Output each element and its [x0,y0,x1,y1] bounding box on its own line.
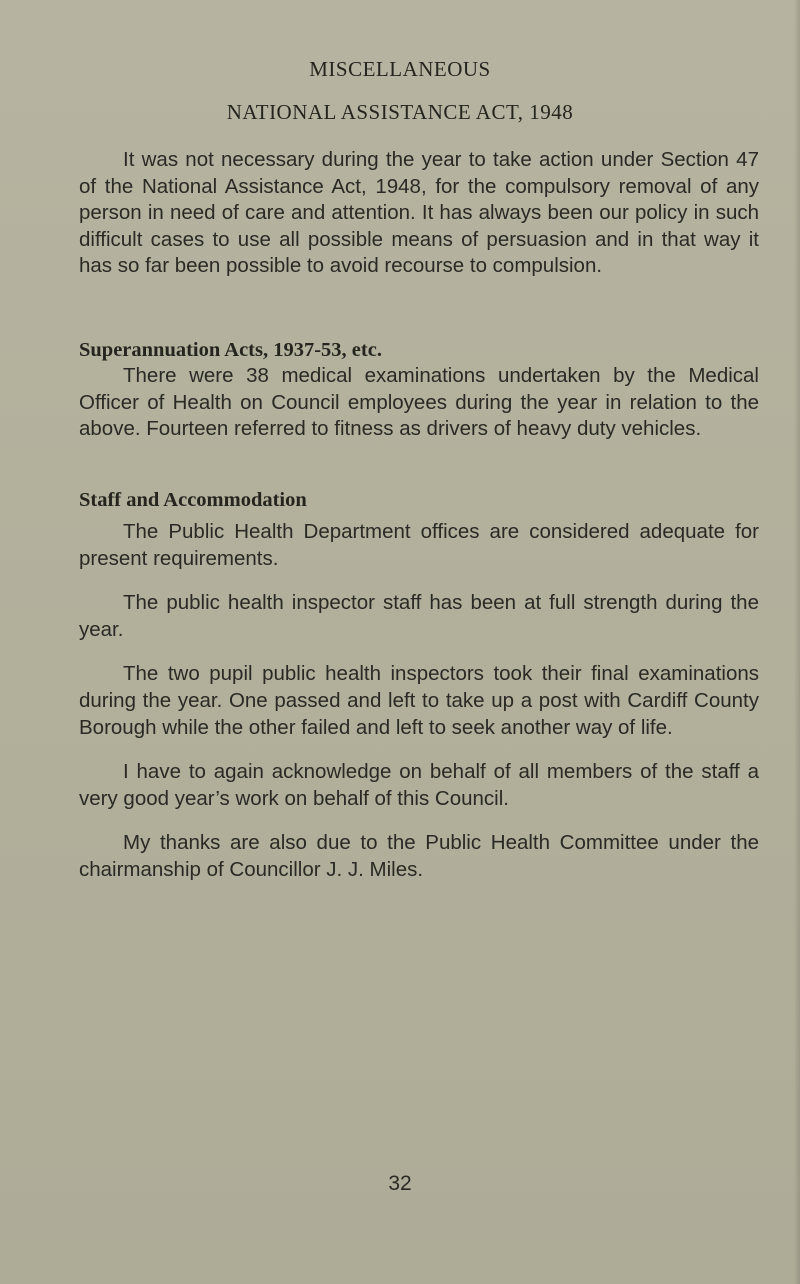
staff-heading: Staff and Accommodation [79,489,307,511]
intro-section [79,147,759,280]
staff-paragraph-inspectors: The public health inspector staff has been at full strength during the year. [79,591,759,641]
page-title: MISCELLANEOUS [309,57,491,81]
staff-paragraph-pupils: The two pupil public health inspectors took their final examinations during the year. One passed and left to take up a post with Cardiff County Borough while the other failed and left to seek another way of life. [79,662,759,739]
superannuation-section [79,337,759,443]
page-edge-shadow [794,0,800,1284]
staff-paragraph-thanks: My thanks are also due to the Public Health Committee under the chairmanship of Councillor J. J. Miles. [79,831,759,881]
staff-accommodation-section [79,487,759,884]
superannuation-paragraph: There were 38 medical examinations undertaken by the Medical Officer of Health on Council employees during the year in relation to the above. Fourteen referred to fitness as drivers of heavy duty vehicles. [79,364,759,441]
page-number: 32 [388,1172,412,1195]
staff-paragraph-acknowledgement: I have to again acknowledge on behalf of all members of the staff a very good year’s work on behalf of this Council. [79,760,759,810]
section-title-national-assistance-act: NATIONAL ASSISTANCE ACT, 1948 [226,100,574,124]
superannuation-heading: Superannuation Acts, 1937-53, etc. [79,339,382,361]
intro-paragraph: It was not necessary during the year to take action under Section 47 of the National Assistance Act, 1948, for the compulsory removal of any person in need of care and attention. It has always been our policy in such difficult cases to use all possible means of persuasion and in that way it has so far been possible to avoid recourse to compulsion. [79,148,759,278]
staff-paragraph-offices: The Public Health Department offices are considered adequate for present requirements. [79,520,759,570]
